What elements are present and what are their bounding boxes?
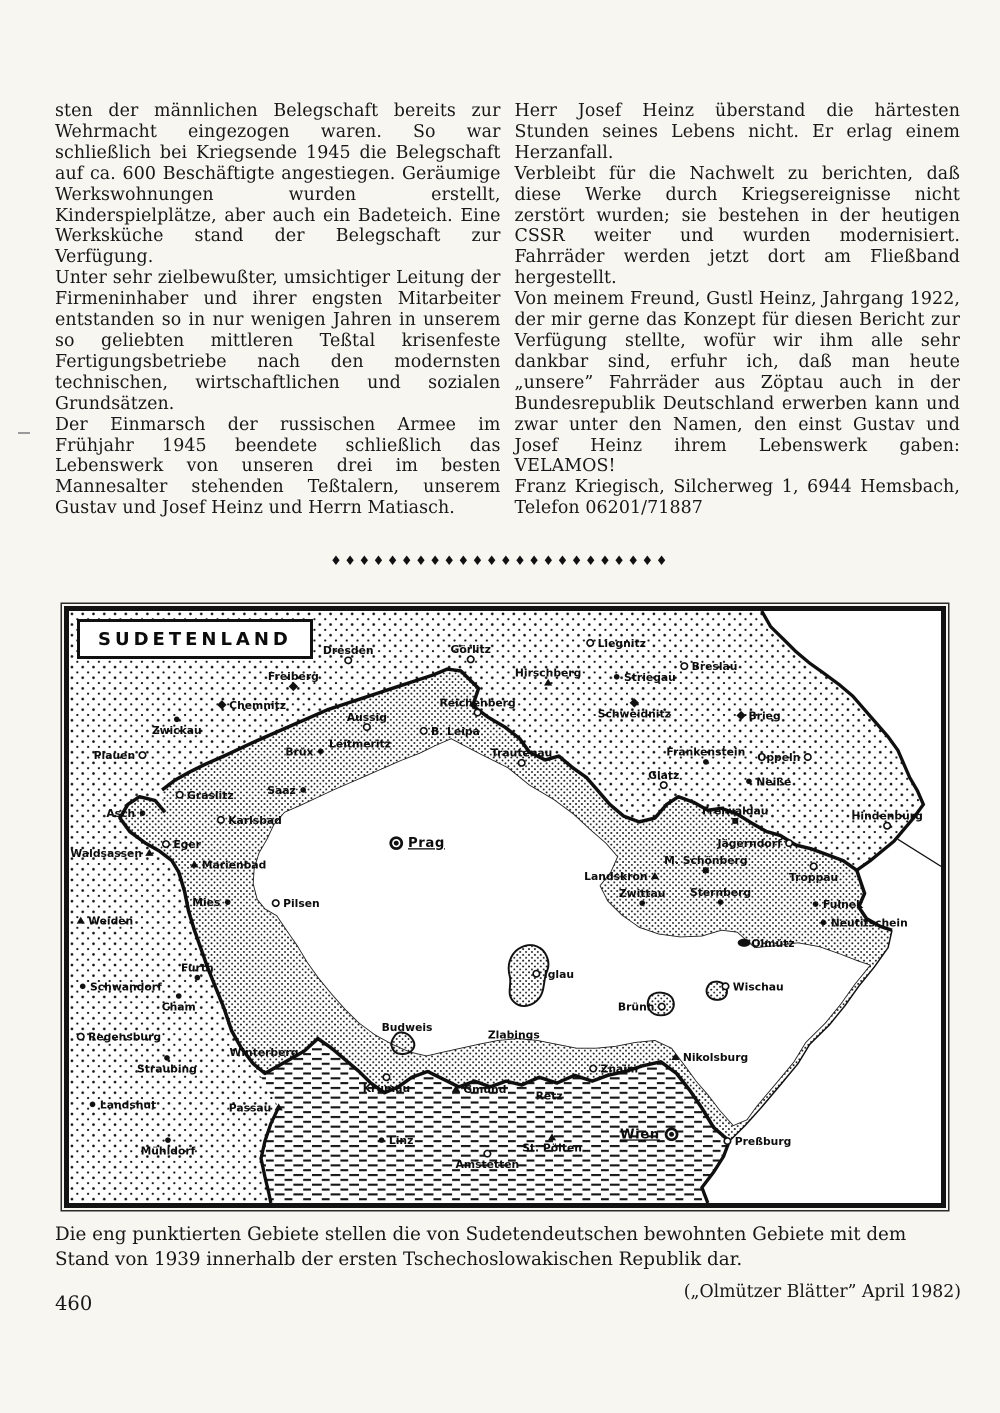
svg-text:Iglau: Iglau [543, 967, 575, 981]
city-neutitschein [821, 917, 908, 930]
svg-text:Preßburg: Preßburg [734, 1135, 792, 1149]
svg-text:St. Pölten: St. Pölten [522, 1141, 582, 1155]
svg-text:Passau: Passau [228, 1101, 272, 1115]
svg-text:Jägerndorf: Jägerndorf [717, 837, 782, 851]
paragraph: Der Einmarsch der russischen Armee im Frühjahr 1945 beendete schließlich das Lebenswerk von unseren drei im besten Mannesalter stehenden Teßtalern, unserem Gustav und Josef Heinz und Herrn Matiasch. [55, 414, 501, 519]
svg-text:Cham: Cham [161, 1000, 196, 1014]
svg-text:Olmütz: Olmütz [751, 936, 795, 950]
svg-text:Mies: Mies [192, 896, 221, 910]
svg-text:Waldsassen: Waldsassen [70, 846, 142, 860]
svg-text:Trautenau: Trautenau [490, 746, 553, 760]
paragraph: sten der männlichen Belegschaft bereits zur Wehrmacht eingezogen waren. So war schließlich bei Kriegsende 1945 die Belegschaft auf ca. 600 Beschäftigte angestiegen. Geräumige Werkswohnungen wurden erstellt, Kinderspielplätze, aber auch ein Badeteich. Eine Werksküche stand der Belegschaft zur Verfügung. [55, 101, 501, 268]
svg-text:Brünn: Brünn [617, 1000, 655, 1014]
city-zlabings [488, 1029, 540, 1042]
svg-text:Fulnek: Fulnek [822, 898, 864, 912]
svg-text:M. Schönberg: M. Schönberg [664, 854, 748, 867]
city-striegau [614, 671, 676, 684]
svg-text:Pilsen: Pilsen [283, 897, 320, 911]
svg-text:Landshut: Landshut [99, 1098, 157, 1112]
svg-text:Nikolsburg: Nikolsburg [682, 1051, 749, 1064]
svg-text:Troppau: Troppau [789, 870, 839, 884]
paragraph: Unter sehr zielbewußter, umsichtiger Leitung der Firmeninhaber und ihrer engsten Mitarbeiter entstanden so in nur wenigen Jahren in unserem so geliebten mittleren Teßtal krisenfeste Fertigungsbetriebe nach den modernsten technischen, wirtschaftlichen und sozialen Grundsätzen. [55, 268, 501, 414]
svg-text:Linz: Linz [388, 1134, 414, 1148]
svg-text:Marienbad: Marienbad [201, 858, 267, 872]
page-number: 460 [55, 1292, 93, 1315]
svg-text:Schweidnitz: Schweidnitz [597, 707, 671, 721]
svg-text:Winterberg: Winterberg [229, 1046, 299, 1060]
svg-text:Brüx: Brüx [285, 745, 314, 759]
svg-text:Aussig: Aussig [346, 710, 387, 724]
svg-text:Regensburg: Regensburg [88, 1030, 162, 1044]
article-right-column [515, 101, 961, 519]
svg-text:B. Leipa: B. Leipa [431, 725, 480, 738]
city-leitmeritz [329, 738, 391, 751]
svg-text:Leitmeritz: Leitmeritz [329, 737, 391, 751]
svg-text:Sternberg: Sternberg [689, 885, 752, 899]
svg-text:Plauen: Plauen [93, 749, 136, 763]
article-left-column [55, 101, 501, 519]
svg-text:Frankenstein: Frankenstein [666, 745, 746, 759]
city-retz [536, 1090, 563, 1103]
svg-text:Amstetten: Amstetten [455, 1158, 520, 1172]
paragraph: Herr Josef Heinz überstand die härtesten Stunden seines Lebens nicht. Er erlag einem Herzanfall. [514, 101, 960, 163]
svg-text:Gmünd: Gmünd [463, 1082, 507, 1096]
svg-text:Budweis: Budweis [381, 1021, 433, 1034]
sudetenland-map [64, 606, 946, 1208]
svg-text:Znaim: Znaim [600, 1062, 639, 1076]
city-marienbad [190, 859, 266, 872]
svg-text:Furth: Furth [181, 961, 214, 975]
svg-text:Dresden: Dresden [322, 644, 374, 658]
city-budweis [382, 1021, 433, 1034]
city-preßburg [724, 1135, 791, 1148]
svg-text:Neutitschein: Neutitschein [830, 916, 908, 930]
map-canvas [69, 611, 941, 1203]
svg-text:Freiberg: Freiberg [267, 670, 319, 684]
svg-text:Eger: Eger [173, 838, 202, 852]
svg-text:Straubing: Straubing [137, 1062, 197, 1076]
svg-text:Schwandorf: Schwandorf [90, 980, 162, 994]
svg-text:Hindenburg: Hindenburg [851, 809, 923, 823]
city-jägerndorf [716, 837, 792, 850]
svg-text:Freiwaldau: Freiwaldau [702, 804, 769, 818]
svg-text:Asch: Asch [106, 807, 136, 821]
diamond-separator: ♦♦♦♦♦♦♦♦♦♦♦♦♦♦♦♦♦♦♦♦♦♦♦♦ [330, 554, 670, 569]
svg-text:Zlabings: Zlabings [487, 1028, 540, 1042]
paragraph: Von meinem Freund, Gustl Heinz, Jahrgang 1922, der mir gerne das Konzept für diesen Bericht zur Verfügung stellte, wofür wir ihm alle sehr dankbar sind, erfuhr ich, daß man heute „unsere” Fahrräder aus Zöptau auch in der Bundesrepublik Deutschland erwerben kann und zwar unter den Namen, den einst Gustav und Josef Heinz ihrem Lebenswerk gaben: VELAMOS! [514, 289, 960, 477]
city-wien [620, 1127, 678, 1142]
svg-text:Graslitz: Graslitz [187, 788, 234, 802]
svg-text:Hirschberg: Hirschberg [514, 666, 582, 680]
caption-text: Die eng punktierten Gebiete stellen die von Sudetendeutschen bewohnten Gebiete mit dem Stand von 1939 innerhalb der ersten Tschechoslowakischen Republik dar. [55, 1224, 907, 1270]
city-waldsassen [70, 847, 153, 860]
city-nikolsburg [671, 1051, 748, 1064]
svg-text:Brieg: Brieg [748, 709, 781, 723]
svg-text:Krumau: Krumau [362, 1081, 411, 1095]
svg-text:Neiße: Neiße [756, 775, 792, 789]
city-prag [389, 836, 445, 851]
margin-mark [18, 432, 30, 434]
svg-text:Wischau: Wischau [732, 980, 784, 994]
paragraph: Franz Kriegisch, Silcherweg 1, 6944 Hemsbach, Telefon 06201/71887 [514, 477, 960, 519]
svg-text:Oppeln: Oppeln [757, 751, 801, 765]
city-landshut [90, 1098, 157, 1111]
svg-text:Zwittau: Zwittau [618, 886, 666, 900]
paragraph: Verbleibt für die Nachwelt zu berichten, daß diese Werke durch Kriegsereignisse nicht zerstört wurden; sie bestehen in der heutigen CSSR weiter und wurden modernisiert. Fahrräder werden jetzt dort am Fließband hergestellt. [514, 163, 960, 289]
svg-text:Karlsbad: Karlsbad [228, 814, 282, 827]
svg-text:Glatz: Glatz [648, 768, 680, 782]
svg-text:Striegau: Striegau [624, 670, 676, 684]
city-winterberg [229, 1046, 298, 1059]
svg-text:Weiden: Weiden [88, 914, 134, 928]
svg-text:Retz: Retz [535, 1089, 563, 1103]
article-columns [55, 101, 960, 519]
svg-text:Breslau: Breslau [691, 660, 738, 674]
map-title: SUDETENLAND [77, 619, 313, 659]
svg-text:Chemnitz: Chemnitz [229, 698, 287, 712]
svg-text:Reichenberg: Reichenberg [439, 696, 516, 710]
svg-text:Mühldorf: Mühldorf [140, 1144, 196, 1158]
svg-text:Wien: Wien [619, 1127, 660, 1143]
svg-text:Saaz: Saaz [267, 784, 296, 797]
svg-text:Liegnitz: Liegnitz [597, 637, 646, 650]
svg-text:Görlitz: Görlitz [450, 643, 491, 657]
city-schwandorf [80, 980, 162, 993]
city-regensburg [78, 1031, 162, 1044]
svg-text:Prag: Prag [408, 836, 445, 852]
svg-text:Zwickau: Zwickau [151, 723, 202, 737]
caption-attribution: („Olmützer Blätter” April 1982) [683, 1282, 961, 1302]
svg-text:Landskron: Landskron [584, 870, 648, 884]
city-karlsbad [218, 814, 282, 827]
map-caption [55, 1222, 961, 1305]
